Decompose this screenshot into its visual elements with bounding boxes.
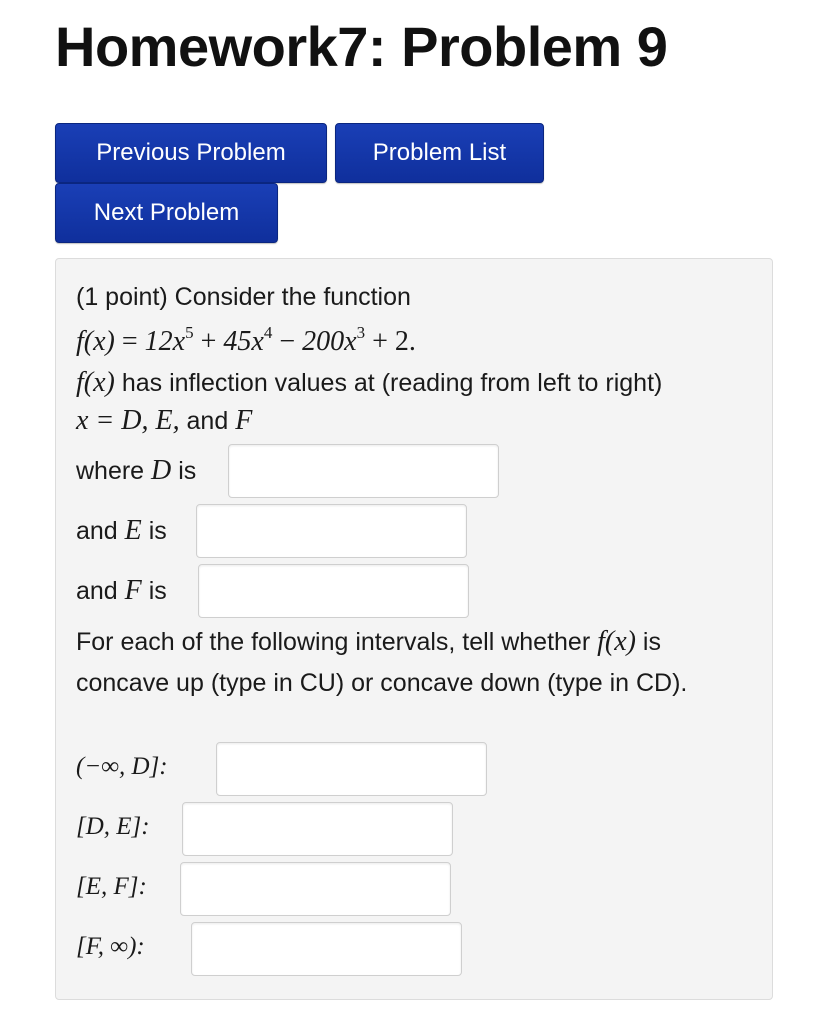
vars-equals: = xyxy=(95,405,115,436)
vars-x: x xyxy=(76,405,89,436)
concavity-text-1: For each of the following intervals, tell whether xyxy=(76,628,591,656)
vars-and: and xyxy=(186,407,229,435)
interval-2-input[interactable] xyxy=(182,802,453,856)
problem-list-button[interactable]: Problem List xyxy=(335,123,544,183)
problem-body xyxy=(55,258,773,1000)
e-label xyxy=(76,515,167,547)
d-label-var: D xyxy=(151,455,172,486)
f-label-suffix: is xyxy=(148,577,167,605)
f-label-prefix: and xyxy=(76,577,118,605)
e-answer-input[interactable] xyxy=(196,504,467,558)
interval-4-input[interactable] xyxy=(191,922,462,976)
inflection-statement xyxy=(76,367,662,399)
function-term-3: 200x xyxy=(302,326,357,357)
interval-3-label: [E, F]: xyxy=(76,873,147,900)
interval-1-input[interactable] xyxy=(216,742,487,796)
interval-3-input[interactable] xyxy=(180,862,451,916)
vars-list: D, E, xyxy=(121,405,180,436)
interval-2-label: [D, E]: xyxy=(76,813,150,840)
problem-intro: (1 point) Consider the function xyxy=(76,283,411,311)
inflection-fx: f(x) xyxy=(76,367,115,398)
d-label-suffix: is xyxy=(178,457,197,485)
function-term-3-exponent: 3 xyxy=(356,323,366,342)
page-title: Homework7: Problem 9 xyxy=(55,15,668,78)
interval-1-label: (−∞, D]: xyxy=(76,753,168,780)
e-label-suffix: is xyxy=(148,517,167,545)
function-op-1: + xyxy=(200,326,217,357)
f-label xyxy=(76,575,167,607)
function-definition xyxy=(76,323,416,358)
concavity-fx: f(x) xyxy=(597,626,636,657)
f-label-var: F xyxy=(124,575,142,606)
inflection-text: has inflection values at (reading from left to right) xyxy=(121,369,663,397)
concavity-instructions xyxy=(76,621,756,704)
next-problem-button[interactable]: Next Problem xyxy=(55,183,278,243)
d-answer-input[interactable] xyxy=(228,444,499,498)
function-equals: = xyxy=(121,326,138,357)
concavity-text-2: is concave up (type in CU) or concave down (type in CD). xyxy=(76,628,688,697)
f-answer-input[interactable] xyxy=(198,564,469,618)
function-lhs: f(x) xyxy=(76,326,115,357)
previous-problem-button[interactable]: Previous Problem xyxy=(55,123,327,183)
d-label-prefix: where xyxy=(76,457,145,485)
function-term-4: 2. xyxy=(394,326,416,357)
vars-last: F xyxy=(235,405,253,436)
function-term-2-exponent: 4 xyxy=(263,323,273,342)
function-term-1: 12x xyxy=(144,326,186,357)
function-term-2: 45x xyxy=(223,326,264,357)
interval-4-label: [F, ∞): xyxy=(76,933,145,960)
function-term-1-exponent: 5 xyxy=(185,323,194,342)
inflection-variables xyxy=(76,405,252,437)
e-label-var: E xyxy=(124,515,142,546)
function-op-3: + xyxy=(372,326,388,357)
d-label xyxy=(76,455,196,487)
e-label-prefix: and xyxy=(76,517,118,545)
function-op-2: − xyxy=(279,326,296,357)
